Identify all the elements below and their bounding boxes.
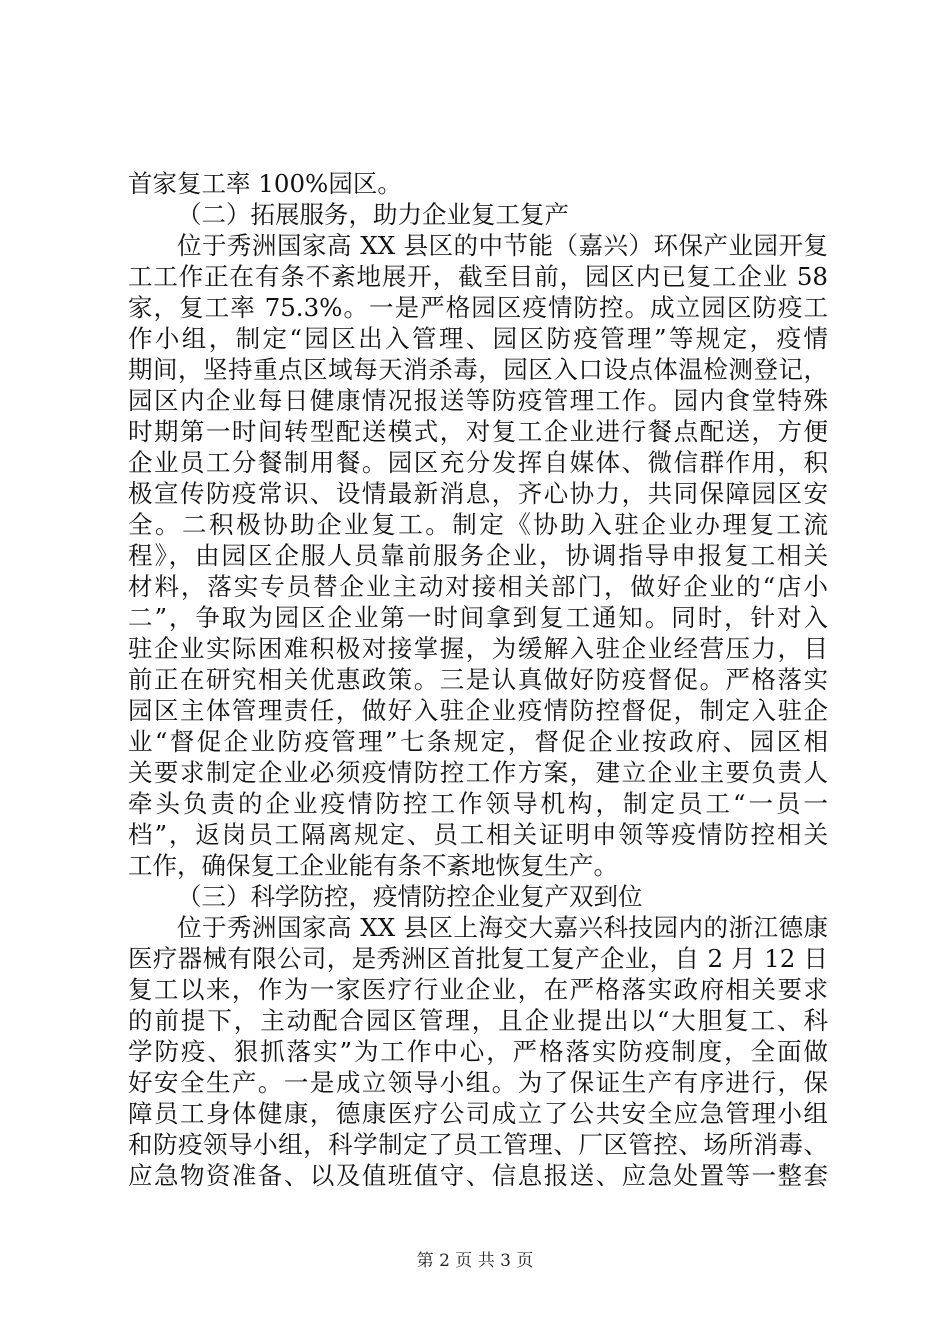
text-line: 驻企业实际困难积极对接掌握，为缓解入驻企业经营压力，目 <box>128 634 828 663</box>
text-line: 前正在研究相关优惠政策。三是认真做好防疫督促。严格落实 <box>128 665 828 694</box>
text-line: 家，复工率 75.3%。一是严格园区疫情防控。成立园区防疫工 <box>128 293 828 322</box>
text-line: 时期第一时间转型配送模式，对复工企业进行餐点配送，方便 <box>128 417 828 446</box>
text-line: 医疗器械有限公司，是秀洲区首批复工复产企业，自 2 月 12 日 <box>128 944 828 973</box>
text-line: 二”，争取为园区企业第一时间拿到复工通知。同时，针对入 <box>128 603 828 632</box>
text-line: 档”，返岗员工隔离规定、员工相关证明申领等疫情防控相关 <box>128 820 828 849</box>
text-line: 企业员工分餐制用餐。园区充分发挥自媒体、微信群作用，积 <box>128 448 828 477</box>
text-line: 业“督促企业防疫管理”七条规定，督促企业按政府、园区相 <box>128 727 828 756</box>
page-footer: 第 2 页 共 3 页 <box>416 1251 534 1271</box>
text-line: 工作，确保复工企业能有条不紊地恢复生产。 <box>128 851 618 880</box>
text-line: 材料，落实专员替企业主动对接相关部门，做好企业的“店小 <box>128 572 828 601</box>
text-line: 障员工身体健康，德康医疗公司成立了公共安全应急管理小组 <box>128 1099 828 1128</box>
text-line: 工工作正在有条不紊地展开，截至目前，园区内已复工企业 58 <box>128 262 828 291</box>
text-line: 作小组，制定“园区出入管理、园区防疫管理”等规定，疫情 <box>128 324 828 353</box>
text-line: 位于秀洲国家高 XX 县区上海交大嘉兴科技园内的浙江德康 <box>177 913 828 942</box>
text-line: 牵头负责的企业疫情防控工作领导机构，制定员工“一员一 <box>128 789 828 818</box>
text-line: 首家复工率 100%园区。 <box>128 169 402 198</box>
text-line: 学防疫、狠抓落实”为工作中心，严格落实防疫制度，全面做 <box>128 1037 828 1066</box>
text-line: 和防疫领导小组，科学制定了员工管理、厂区管控、场所消毒、 <box>128 1130 828 1159</box>
text-line: （二）拓展服务，助力企业复工复产 <box>177 200 569 229</box>
text-line: 位于秀洲国家高 XX 县区的中节能（嘉兴）环保产业园开复 <box>177 231 828 260</box>
text-line: 园区主体管理责任，做好入驻企业疫情防控督促，制定入驻企 <box>128 696 828 725</box>
text-line: 极宣传防疫常识、设情最新消息，齐心协力，共同保障园区安 <box>128 479 828 508</box>
text-line: 全。二积极协助企业复工。制定《协助入驻企业办理复工流 <box>128 510 828 539</box>
text-line: 期间，坚持重点区域每天消杀毒，园区入口设点体温检测登记， <box>128 355 828 384</box>
document-body <box>128 168 828 1191</box>
text-line: 应急物资准备、以及值班值守、信息报送、应急处置等一整套 <box>128 1161 828 1190</box>
text-line: 程》，由园区企服人员靠前服务企业，协调指导申报复工相关 <box>128 541 828 570</box>
text-line: （三）科学防控，疫情防控企业复产双到位 <box>177 882 643 911</box>
text-line: 园区内企业每日健康情况报送等防疫管理工作。园内食堂特殊 <box>128 386 828 415</box>
text-line: 复工以来，作为一家医疗行业企业，在严格落实政府相关要求 <box>128 975 828 1004</box>
text-line: 好安全生产。一是成立领导小组。为了保证生产有序进行，保 <box>128 1068 828 1097</box>
text-line: 关要求制定企业必须疫情防控工作方案，建立企业主要负责人 <box>128 758 828 787</box>
text-line: 的前提下，主动配合园区管理，且企业提出以“大胆复工、科 <box>128 1006 828 1035</box>
